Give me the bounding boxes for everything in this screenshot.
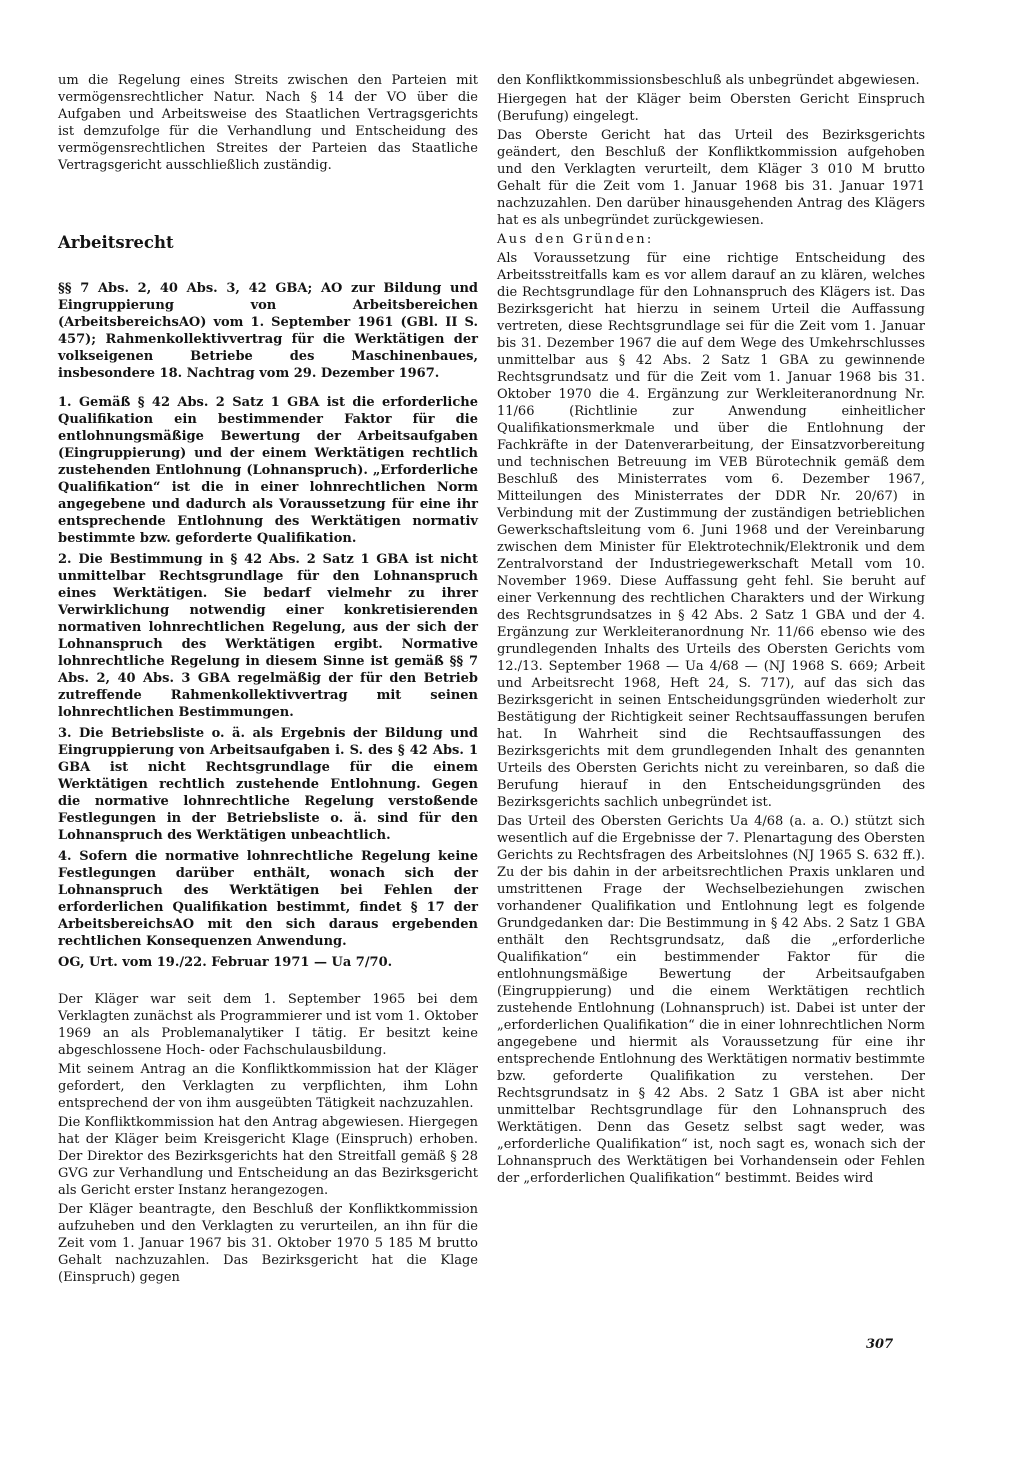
facts-paragraph: Der Kläger war seit dem 1. September 1965 bei dem Verklagten zunächst als Programmierer und ist vom 1. Oktober 1969 an als Problemanalytiker I tätig. Er besitzt keine abgeschlossene Hoch- oder Fachschulausbildung. (58, 992, 478, 1058)
page-number: 307 (866, 1337, 894, 1352)
intro-paragraph: um die Regelung eines Streits zwischen den Parteien mit vermögensrechtlicher Natur. Nach § 14 der VO über die Aufgaben und Arbeitsweise des Staatlichen Vertragsgerichts ist demzufolge für die Verhandlung und Entscheidung des vermögensrechtlichen Streites der Parteien das Staatliche Vertragsgericht ausschließlich zuständig. (58, 73, 478, 173)
headnote: 1. Gemäß § 42 Abs. 2 Satz 1 GBA ist die erforderliche Qualifikation ein bestimmender Faktor für die entlohnungsmäßige Bewertung der Arbeitsaufgaben (Eingruppierung) und der einem Werktätigen rechtlich zustehenden Entlohnung (Lohnanspruch). „Erforderliche Qualifikation“ ist die in einer lohnrechtlichen Norm angegebene und dadurch als Voraussetzung für eine ihr entsprechende Entlohnung des Werktätigen normativ bestimmte bzw. geforderte Qualifikation. (58, 395, 478, 546)
right-column (497, 72, 925, 1189)
body-paragraph: Das Oberste Gericht hat das Urteil des Bezirksgerichts geändert, den Beschluß der Konfliktkommission aufgehoben und den Verklagten verurteilt, dem Kläger 3 010 M brutto Gehalt für die Zeit vom 1. Januar 1968 bis 31. Januar 1971 nachzuzahlen. Den darüber hinausgehenden Antrag des Klägers hat es als unbegründet zurückgewiesen. (497, 128, 925, 228)
facts-paragraph: Die Konfliktkommission hat den Antrag abgewiesen. Hiergegen hat der Kläger beim Kreisgericht Klage (Einspruch) erhoben. Der Direktor des Bezirksgerichts hat den Streitfall gemäß § 28 GVG zur Verhandlung und Entscheidung an das Bezirksgericht als Gericht erster Instanz herangezogen. (58, 1115, 478, 1198)
headnotes (58, 394, 478, 971)
facts-paragraph: Mit seinem Antrag an die Konfliktkommission hat der Kläger gefordert, den Verklagten zu verpflichten, ihm Lohn entsprechend der von ihm ausgeübten Tätigkeit nachzuzahlen. (58, 1062, 478, 1111)
headnote: 4. Sofern die normative lohnrechtliche Regelung keine Festlegungen darüber enthält, wonach sich der Lohnanspruch des Werktätigen bei Fehlen der erforderlichen Qualifikation bestimmt, findet § 17 der ArbeitsbereichsAO mit den sich daraus ergebenden rechtlichen Konsequenzen Anwendung. (58, 849, 478, 949)
body-paragraph: den Konfliktkommissionsbeschluß als unbegründet abgewiesen. (497, 73, 920, 88)
headnote: 3. Die Betriebsliste o. ä. als Ergebnis der Bildung und Eingruppierung von Arbeitsaufgaben i. S. des § 42 Abs. 1 GBA ist nicht Rechtsgrundlage für die einem Werktätigen rechtlich zustehende Entlohnung. Gegen die normative lohnrechtliche Regelung verstoßende Festlegungen in der Betriebsliste o. ä. sind für den Lohnanspruch des Werktätigen unbeachtlich. (58, 726, 478, 843)
section-heading: Arbeitsrecht (58, 233, 174, 252)
grounds-heading: Aus den Gründen: (497, 232, 654, 247)
body-paragraph: Hiergegen hat der Kläger beim Obersten Gericht Einspruch (Berufung) eingelegt. (497, 92, 925, 124)
facts-paragraph: Der Kläger beantragte, den Beschluß der Konfliktkommission aufzuheben und den Verklagten zu verurteilen, an ihn für die Zeit vom 1. Januar 1967 bis 31. Oktober 1970 5 185 M brutto Gehalt nachzuzahlen. Das Bezirksgericht hat die Klage (Einspruch) gegen (58, 1202, 478, 1285)
headnote: 2. Die Bestimmung in § 42 Abs. 2 Satz 1 GBA ist nicht unmittelbar Rechtsgrundlage für den Lohnanspruch eines Werktätigen. Sie bedarf vielmehr zu ihrer Verwirklichung notwendig einer konkretisierenden normativen lohnrechtlichen Regelung, aus der sich der Lohnanspruch des Werktätigen ergibt. Normative lohnrechtliche Regelung in diesem Sinne ist gemäß §§ 7 Abs. 2, 40 Abs. 3 GBA regelmäßig der für den Betrieb zutreffende Rahmenkollektivvertrag mit seinen lohnrechtlichen Bestimmungen. (58, 552, 478, 720)
body-paragraph: Als Voraussetzung für eine richtige Entscheidung des Arbeitsstreitfalls kam es vor allem darauf an zu klären, welches die Rechtsgrundlage für den Lohnanspruch des Klägers ist. Das Bezirksgericht hat hierzu in seinem Urteil die Auffassung vertreten, diese Rechtsgrundlage sei für die Zeit vom 1. Januar bis 31. Dezember 1967 die auf dem Wege des Umkehrschlusses unmittelbar aus § 42 Abs. 2 Satz 1 GBA zu gewinnende Rechtsgrundsatz und für die Zeit vom 1. Januar 1968 bis 31. Oktober 1970 die 4. Ergänzung zur Werkleiteranordnung Nr. 11/66 (Richtlinie zur Anwendung einheitlicher Qualifikationsmerkmale und über die Entlohnung der Fachkräfte in der Datenverarbeitung, der Einsatzvorbereitung und technischen Betreuung im VEB Bürotechnik gemäß dem Beschluß des Ministerrates vom 6. Dezember 1967, Mitteilungen des Ministerrates der DDR Nr. 20/67) in Verbindung mit der Zustimmung der zuständigen betrieblichen Gewerkschaftsleitung vom 6. Juni 1968 und der Vereinbarung zwischen dem Minister für Elektrotechnik/Elektronik und dem Zentralvorstand der Industriegewerkschaft Metall vom 10. November 1969. Diese Auffassung geht fehl. Sie beruht auf einer Verkennung des rechtlichen Charakters und der Wirkung des Rechtsgrundsatzes in § 42 Abs. 2 Satz 1 GBA und der 4. Ergänzung zur Werkleiteranordnung Nr. 11/66 ebenso wie des grundlegenden Inhalts des Urteils des Obersten Gerichts vom 12./13. September 1968 — Ua 4/68 — (NJ 1968 S. 669; Arbeit und Arbeitsrecht 1968, Heft 24, S. 717), auf das sich das Bezirksgericht in seinen Entscheidungsgründen wiederholt zur Bestätigung der Richtigkeit seiner Rechtsauffassungen berufen hat. In Wahrheit sind die Rechtsauffassungen des Bezirksgerichts mit dem grundlegenden Inhalt des genannten Urteils des Obersten Gerichts nicht zu vereinbaren, so daß die Berufung hierauf in den Entscheidungsgründen des Bezirksgerichts sachlich unbegründet ist. (497, 251, 925, 810)
decision-citation: OG, Urt. vom 19./22. Februar 1971 — Ua 7/70. (58, 955, 393, 970)
left-column (58, 72, 478, 1288)
body-paragraph: Das Urteil des Obersten Gerichts Ua 4/68 (a. a. O.) stützt sich wesentlich auf die Ergebnisse der 7. Plenartagung des Obersten Gerichts zu Rechtsfragen des Arbeitslohnes (NJ 1965 S. 632 ff.). Zu der bis dahin in der arbeitsrechtlichen Praxis unklaren und umstrittenen Frage der Wechselbeziehungen zwischen vorhandener Qualifikation und Entlohnung legt es folgende Grundgedanken dar: Die Bestimmung in § 42 Abs. 2 Satz 1 GBA enthält den Rechtsgrundsatz, daß die „erforderliche Qualifikation“ ein bestimmender Faktor für die entlohnungsmäßige Bewertung der Arbeitsaufgaben (Eingruppierung) und die einem Werktätigen rechtlich zustehende Entlohnung (Lohnanspruch) ist. Dabei ist unter der „erforderlichen Qualifikation“ die in einer lohnrechtlichen Norm angegebene und hiermit als Voraussetzung für eine ihr entsprechende Entlohnung des Werktätigen normativ bestimmte bzw. geforderte Qualifikation zu verstehen. Der Rechtsgrundsatz in § 42 Abs. 2 Satz 1 GBA ist aber nicht unmittelbar Rechtsgrundlage für den Lohnanspruch des Werktätigen. Denn das Gesetz selbst sagt weder, was „erforderliche Qualifikation“ ist, noch sagt es, wonach sich der Lohnanspruch des Werktätigen bei Vorhandensein oder Fehlen der „erforderlichen Qualifikation“ bestimmt. Beides wird (497, 814, 925, 1186)
norm-references: §§ 7 Abs. 2, 40 Abs. 3, 42 GBA; AO zur Bildung und Eingruppierung von Arbeitsbereichen (ArbeitsbereichsAO) vom 1. September 1961 (GBl. II S. 457); Rahmenkollektivvertrag für die Werktätigen der volkseigenen Betriebe des Maschinenbaues, insbesondere 18. Nachtrag vom 29. Dezember 1967. (58, 281, 478, 381)
